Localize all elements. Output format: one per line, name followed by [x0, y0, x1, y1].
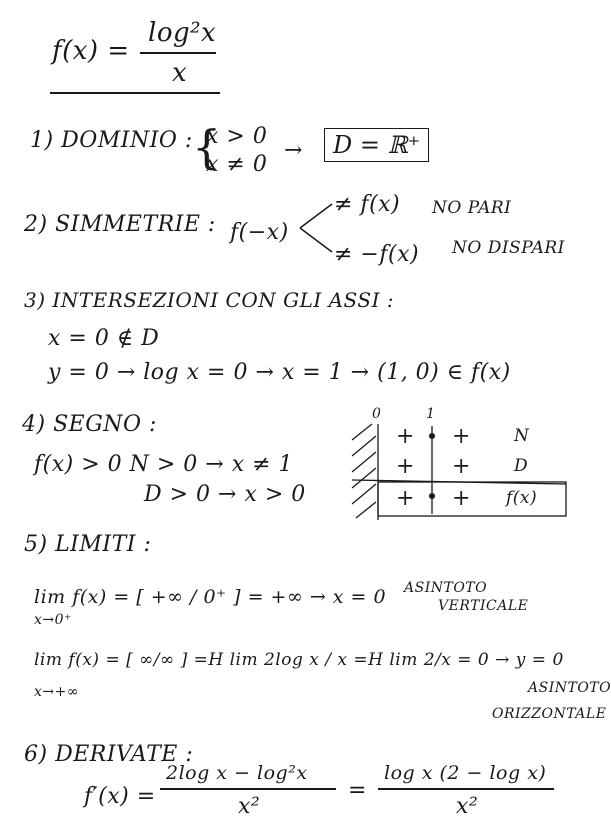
symmetry-option-1: ≠ f(x)	[334, 192, 401, 217]
limit-1-note-1: ASINTOTO	[404, 580, 488, 596]
section-4-heading: 4) SEGNO :	[22, 412, 157, 437]
section-6-heading: 6) DERIVATE :	[24, 742, 194, 767]
limit-1-note-2: VERTICALE	[438, 598, 529, 614]
function-lhs: f(x) =	[52, 36, 130, 66]
sign-d-left: +	[396, 454, 415, 479]
domain-result: D = ℝ⁺	[324, 128, 429, 162]
sign-table-tick-1: 1	[426, 406, 436, 422]
domain-condition-2: x ≠ 0	[206, 152, 268, 177]
function-denominator: x	[172, 58, 188, 88]
intersection-line-1: x = 0 ∉ D	[48, 326, 160, 351]
function-numerator: log²x	[148, 18, 217, 48]
derivative-denominator-1: x²	[238, 794, 261, 819]
sign-line-1: f(x) > 0 N > 0 → x ≠ 1	[34, 452, 294, 477]
derivative-fraction-bar-1	[160, 788, 336, 790]
domain-arrow: →	[284, 138, 303, 163]
derivative-denominator-2: x²	[456, 794, 479, 819]
sign-f-left: +	[396, 486, 415, 511]
section-5-heading: 5) LIMITI :	[24, 532, 152, 557]
limit-2-note-2: ORIZZONTALE	[492, 706, 607, 722]
limit-2: lim f(x) = [ ∞/∞ ] =H lim 2log x / x =H lim 2/x = 0 → y = 0	[34, 650, 564, 670]
sign-n-right: +	[452, 424, 471, 449]
sign-d-right: +	[452, 454, 471, 479]
symmetry-note-2: NO DISPARI	[452, 238, 565, 258]
sign-line-2: D > 0 → x > 0	[144, 482, 306, 507]
derivative-equals: =	[348, 778, 367, 803]
derivative-fraction-bar-2	[378, 788, 554, 790]
limit-2-note-1: ASINTOTO	[528, 680, 611, 696]
limit-1-subscript: x→0⁺	[34, 612, 72, 628]
derivative-numerator-1: 2log x − log²x	[166, 762, 308, 784]
sign-f-right: +	[452, 486, 471, 511]
symmetry-expression: f(−x)	[230, 220, 289, 245]
section-2-heading: 2) SIMMETRIE :	[24, 212, 216, 237]
limit-2-subscript: x→+∞	[34, 684, 80, 700]
limit-1: lim f(x) = [ +∞ / 0⁺ ] = +∞ → x = 0	[34, 586, 387, 608]
intersection-line-2: y = 0 → log x = 0 → x = 1 → (1, 0) ∈ f(x)	[48, 360, 511, 385]
symmetry-note-1: NO PARI	[432, 198, 512, 218]
sign-table-row-n: N	[514, 426, 530, 446]
domain-condition-1: x > 0	[206, 124, 268, 149]
symmetry-option-2: ≠ −f(x)	[334, 242, 420, 267]
sign-table-row-d: D	[514, 456, 529, 476]
sign-table-tick-0: 0	[372, 406, 382, 422]
sign-table-row-f: f(x)	[506, 488, 538, 508]
sign-n-left: +	[396, 424, 415, 449]
derivative-numerator-2: log x (2 − log x)	[384, 762, 547, 784]
derivative-lhs: f′(x) =	[84, 784, 156, 809]
section-1-heading: 1) DOMINIO :	[30, 128, 193, 153]
domain-brace: {	[192, 120, 222, 174]
section-3-heading: 3) INTERSEZIONI CON GLI ASSI :	[24, 288, 395, 312]
